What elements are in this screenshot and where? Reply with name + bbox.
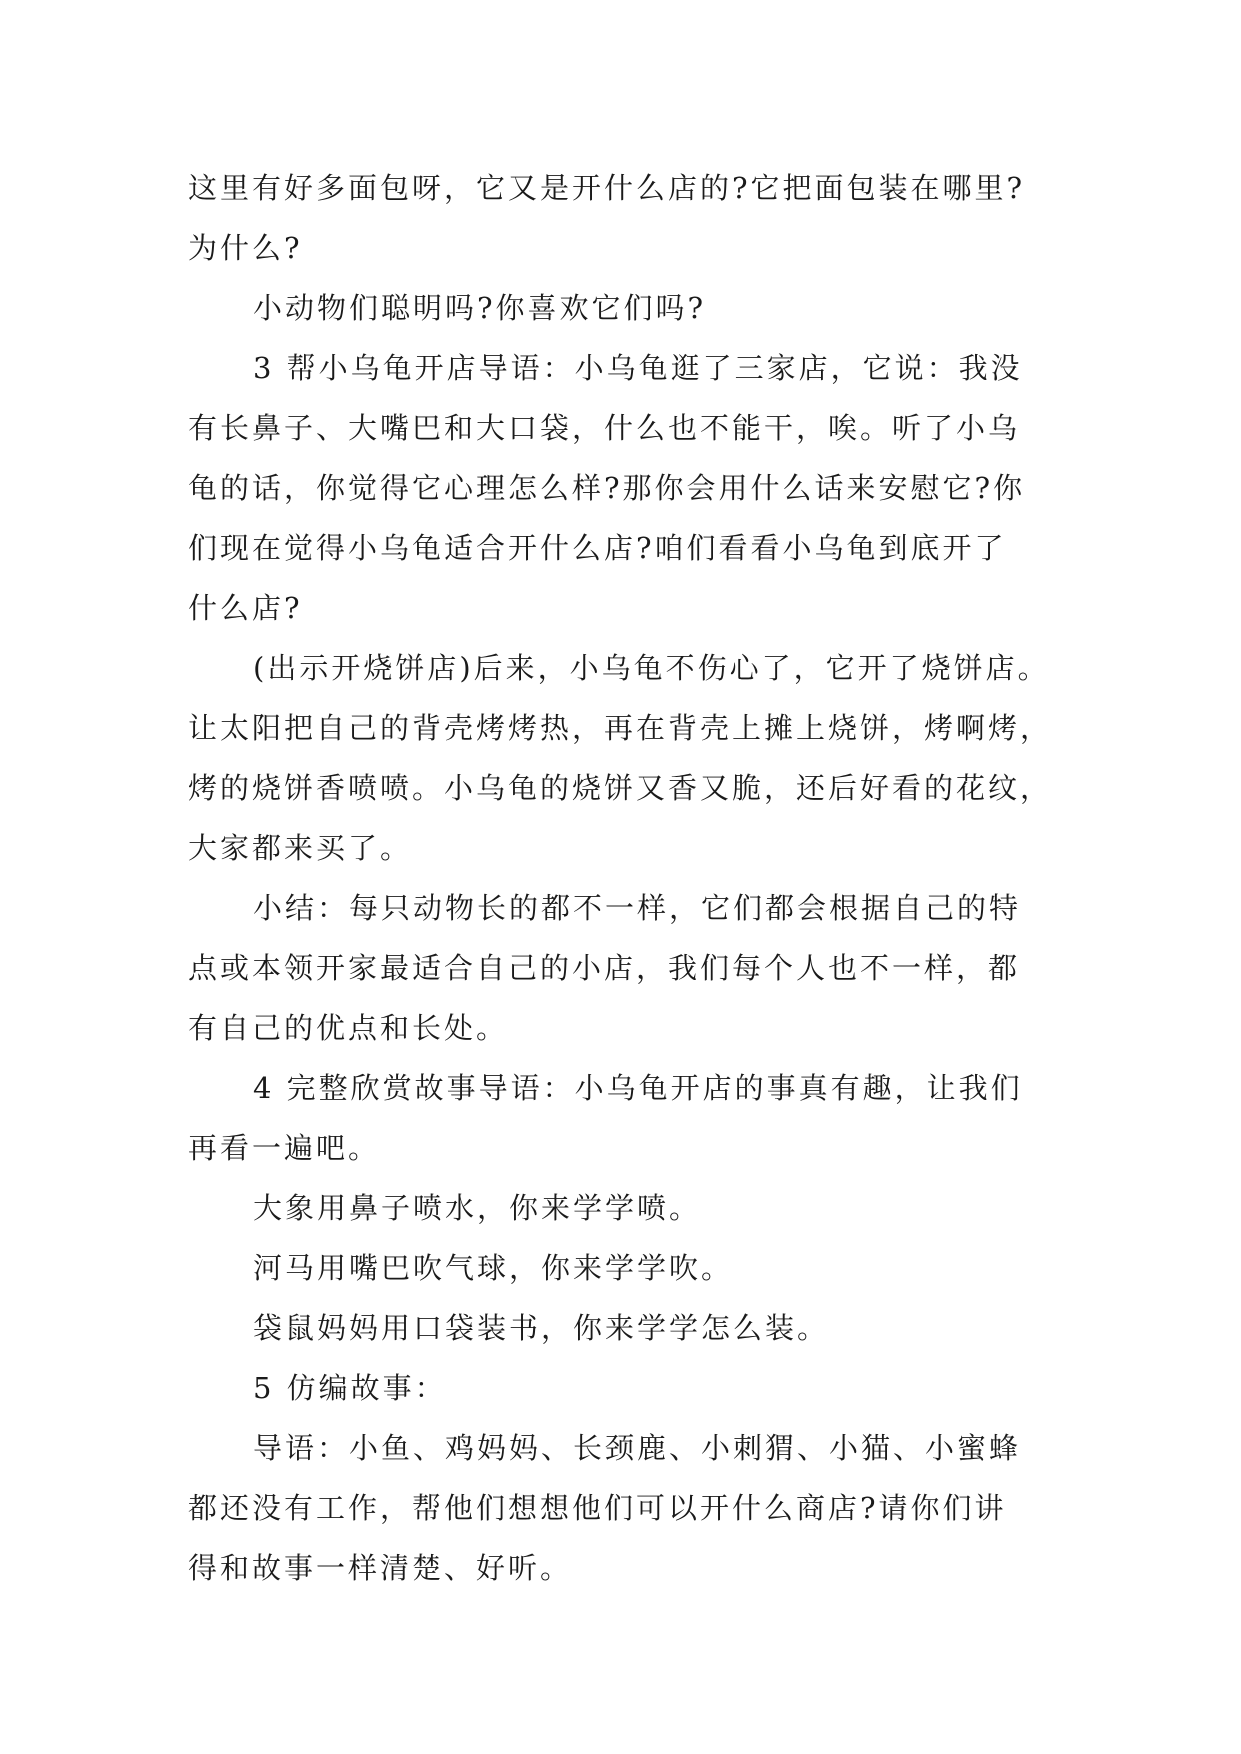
text-line: 有长鼻子、大嘴巴和大口袋，什么也不能干，唉。听了小乌 (188, 411, 1021, 445)
text-line: 这里有好多面包呀，它又是开什么店的?它把面包装在哪里? (188, 171, 1026, 205)
text-line: 4 完整欣赏故事导语：小乌龟开店的事真有趣，让我们 (253, 1071, 1023, 1105)
text-line: 5 仿编故事： (253, 1371, 447, 1405)
text-line: 河马用嘴巴吹气球，你来学学吹。 (253, 1251, 734, 1285)
text-line: 们现在觉得小乌龟适合开什么店?咱们看看小乌龟到底开了 (188, 531, 1007, 565)
text-line: 点或本领开家最适合自己的小店，我们每个人也不一样，都 (188, 951, 1021, 985)
text-line: 大象用鼻子喷水，你来学学喷。 (253, 1191, 702, 1225)
text-line: 小结：每只动物长的都不一样，它们都会根据自己的特 (253, 891, 1022, 925)
text-line: (出示开烧饼店)后来，小乌龟不伤心了，它开了烧饼店。 (253, 651, 1050, 685)
text-line: 为什么? (188, 231, 303, 265)
text-line: 让太阳把自己的背壳烤烤热，再在背壳上摊上烧饼，烤啊烤， (188, 711, 1053, 745)
text-line: 都还没有工作，帮他们想想他们可以开什么商店?请你们讲 (188, 1491, 1007, 1525)
text-line: 导语：小鱼、鸡妈妈、长颈鹿、小刺猬、小猫、小蜜蜂 (253, 1431, 1022, 1465)
text-line: 袋鼠妈妈用口袋装书，你来学学怎么装。 (253, 1311, 830, 1345)
text-line: 大家都来买了。 (188, 831, 413, 865)
text-line: 得和故事一样清楚、好听。 (188, 1551, 573, 1585)
text-line: 小动物们聪明吗?你喜欢它们吗? (253, 291, 707, 325)
document-body (188, 158, 1060, 1598)
text-line: 有自己的优点和长处。 (188, 1011, 509, 1045)
text-line: 3 帮小乌龟开店导语：小乌龟逛了三家店，它说：我没 (253, 351, 1023, 385)
text-line: 龟的话，你觉得它心理怎么样?那你会用什么话来安慰它?你 (188, 471, 1026, 505)
text-line: 烤的烧饼香喷喷。小乌龟的烧饼又香又脆，还后好看的花纹， (188, 771, 1053, 805)
text-line: 再看一遍吧。 (188, 1131, 381, 1165)
text-line: 什么店? (188, 591, 303, 625)
